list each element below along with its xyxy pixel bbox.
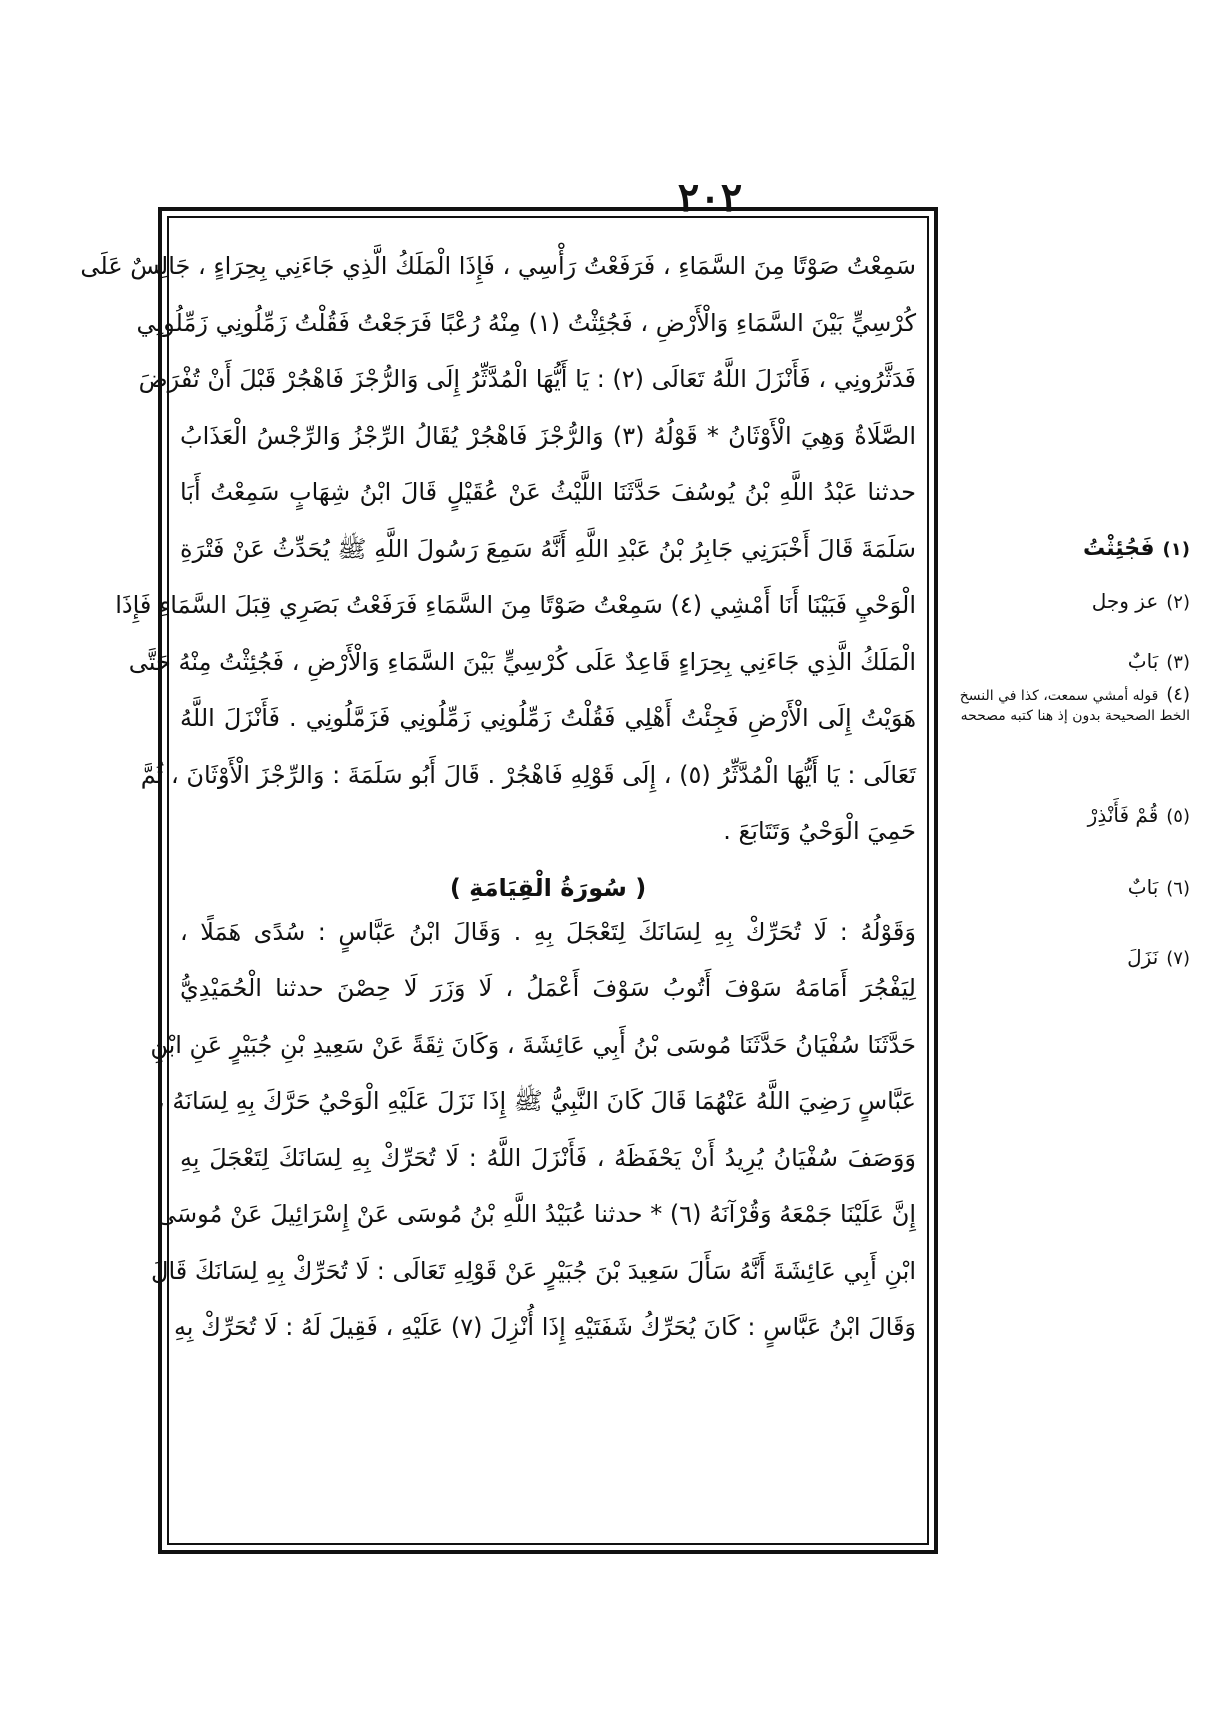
- text-line: تَعَالَى : يَا أَيُّهَا الْمُدَّثِّرُ (٥) ، إِلَى قَوْلِهِ فَاهْجُرْ . قَالَ أَبُو سَلَمَةَ : وَالرِّجْزَ الْأَوْثَانَ ، ثُمَّ: [140, 760, 916, 789]
- text-line: هَوَيْتُ إِلَى الْأَرْضِ فَجِئْتُ أَهْلِي فَقُلْتُ زَمِّلُونِي زَمِّلُونِي فَزَمَّلُونِي . فَأَنْزَلَ اللَّهُ: [180, 704, 916, 732]
- text-line: لِيَفْجُرَ أَمَامَهُ سَوْفَ أَتُوبُ سَوْفَ أَعْمَلُ ، لَا وَزَرَ لَا حِصْنَ حدثنا الْحُمَيْدِيُّ: [180, 974, 916, 1002]
- text-line: سَلَمَةَ قَالَ أَخْبَرَنِي جَابِرُ بْنُ عَبْدِ اللَّهِ أَنَّهُ سَمِعَ رَسُولَ اللَّهِ ﷺ يُحَدِّثُ عَنْ فَتْرَةِ: [180, 534, 916, 563]
- footnote-text: نَزَلَ: [1127, 945, 1159, 969]
- text-line: كُرْسِيٍّ بَيْنَ السَّمَاءِ وَالْأَرْضِ ، فَجُئِثْتُ (١) مِنْهُ رُعْبًا فَرَجَعْتُ فَقُلْتُ زَمِّلُونِي زَمِّلُونِي: [136, 308, 916, 337]
- footnote-number: (٢): [1166, 592, 1190, 613]
- footnote: [940, 647, 1190, 677]
- page-number: ٢٠٢: [677, 174, 743, 221]
- footnote: [940, 685, 1190, 726]
- footnote-text: عز وجل: [1091, 589, 1159, 613]
- text-line: الصَّلَاةُ وَهِيَ الْأَوْثَانُ * قَوْلُهُ (٣) وَالرُّجْزَ فَاهْجُرْ يُقَالُ الرِّجْزُ وَالرِّجْسُ الْعَذَابُ: [180, 421, 916, 450]
- text-line: ابْنِ أَبِي عَائِشَةَ أَنَّهُ سَأَلَ سَعِيدَ بْنَ جُبَيْرٍ عَنْ قَوْلِهِ تَعَالَى : لَا تُحَرِّكْ بِهِ لِسَانَكَ قَالَ: [151, 1256, 916, 1285]
- footnote: [940, 801, 1190, 831]
- footnote: [940, 535, 1190, 564]
- text-line: وَقَالَ ابْنُ عَبَّاسٍ : كَانَ يُحَرِّكُ شَفَتَيْهِ إِذَا أُنْزِلَ (٧) عَلَيْهِ ، فَقِيلَ لَهُ : لَا تُحَرِّكْ بِهِ: [173, 1313, 916, 1341]
- section-heading: ( سُورَةُ الْقِيَامَةِ ): [449, 873, 647, 902]
- footnote-text: قوله أمشي سمعت، كذا في النسخ الخط الصحيحة بدون إذ هنا كتبه مصححه: [959, 688, 1190, 724]
- footnote: [940, 943, 1190, 973]
- footnote-number: (١): [1162, 539, 1190, 560]
- main-text-block: [80, 238, 916, 1356]
- text-line: وَوَصَفَ سُفْيَانُ يُرِيدُ أَنْ يَحْفَظَهُ ، فَأَنْزَلَ اللَّهُ : لَا تُحَرِّكْ بِهِ لِسَانَكَ لِتَعْجَلَ بِهِ: [180, 1143, 916, 1172]
- footnote-number: (٧): [1166, 948, 1190, 969]
- text-line: حدثنا عَبْدُ اللَّهِ بْنُ يُوسُفَ حَدَّثَنَا اللَّيْثُ عَنْ عُقَيْلٍ قَالَ ابْنُ شِهَابٍ سَمِعْتُ أَبَا: [180, 478, 916, 506]
- footnote-number: (٤): [1166, 684, 1190, 705]
- text-line: حَمِيَ الْوَحْيُ وَتَتَابَعَ .: [723, 817, 916, 845]
- text-line: سَمِعْتُ صَوْتًا مِنَ السَّمَاءِ ، فَرَفَعْتُ رَأْسِي ، فَإِذَا الْمَلَكُ الَّذِي جَاءَنِي بِحِرَاءٍ ، جَالِسٌ عَلَى: [80, 252, 916, 280]
- footnote-text: قُمْ فَأَنْذِرْ: [1087, 803, 1159, 827]
- text-line: الْوَحْيِ فَبَيْنَا أَنَا أَمْشِي (٤) سَمِعْتُ صَوْتًا مِنَ السَّمَاءِ فَرَفَعْتُ بَصَرِي قِبَلَ السَّمَاءِ فَإِذَا: [115, 591, 916, 619]
- footnote-text: بَابٌ: [1127, 649, 1159, 673]
- text-line: الْمَلَكُ الَّذِي جَاءَنِي بِحِرَاءٍ قَاعِدٌ عَلَى كُرْسِيٍّ بَيْنَ السَّمَاءِ وَالْأَرْضِ ، فَجُئِثْتُ مِنْهُ حَتَّى: [128, 647, 916, 676]
- text-line: حَدَّثَنَا سُفْيَانُ حَدَّثَنَا مُوسَى بْنُ أَبِي عَائِشَةَ ، وَكَانَ ثِقَةً عَنْ سَعِيدِ بْنِ جُبَيْرٍ عَنِ ابْنِ: [150, 1030, 916, 1059]
- footnote-text: فَجُئِثْتُ: [1083, 536, 1155, 561]
- text-line: إِنَّ عَلَيْنَا جَمْعَهُ وَقُرْآنَهُ (٦) * حدثنا عُبَيْدُ اللَّهِ بْنُ مُوسَى عَنْ إِسْرَائِيلَ عَنْ مُوسَى: [157, 1200, 916, 1228]
- text-line: وَقَوْلُهُ : لَا تُحَرِّكْ بِهِ لِسَانَكَ لِتَعْجَلَ بِهِ . وَقَالَ ابْنُ عَبَّاسٍ : سُدًى هَمَلًا ،: [180, 917, 916, 946]
- footnote-text: بَابٌ: [1127, 875, 1159, 899]
- footnote: [940, 587, 1190, 617]
- footnote-number: (٦): [1166, 878, 1190, 899]
- text-line: عَبَّاسٍ رَضِيَ اللَّهُ عَنْهُمَا قَالَ كَانَ النَّبِيُّ ﷺ إِذَا نَزَلَ عَلَيْهِ الْوَحْيُ حَرَّكَ بِهِ لِسَانَهُ ،: [157, 1087, 916, 1115]
- footnote-number: (٣): [1166, 652, 1190, 673]
- text-line: فَدَثَّرُونِي ، فَأَنْزَلَ اللَّهُ تَعَالَى (٢) : يَا أَيُّهَا الْمُدَّثِّرُ إِلَى وَالرُّجْزَ فَاهْجُرْ قَبْلَ أَنْ تُفْرَضَ: [138, 365, 916, 393]
- footnote-number: (٥): [1166, 806, 1190, 827]
- footnote: [940, 873, 1190, 903]
